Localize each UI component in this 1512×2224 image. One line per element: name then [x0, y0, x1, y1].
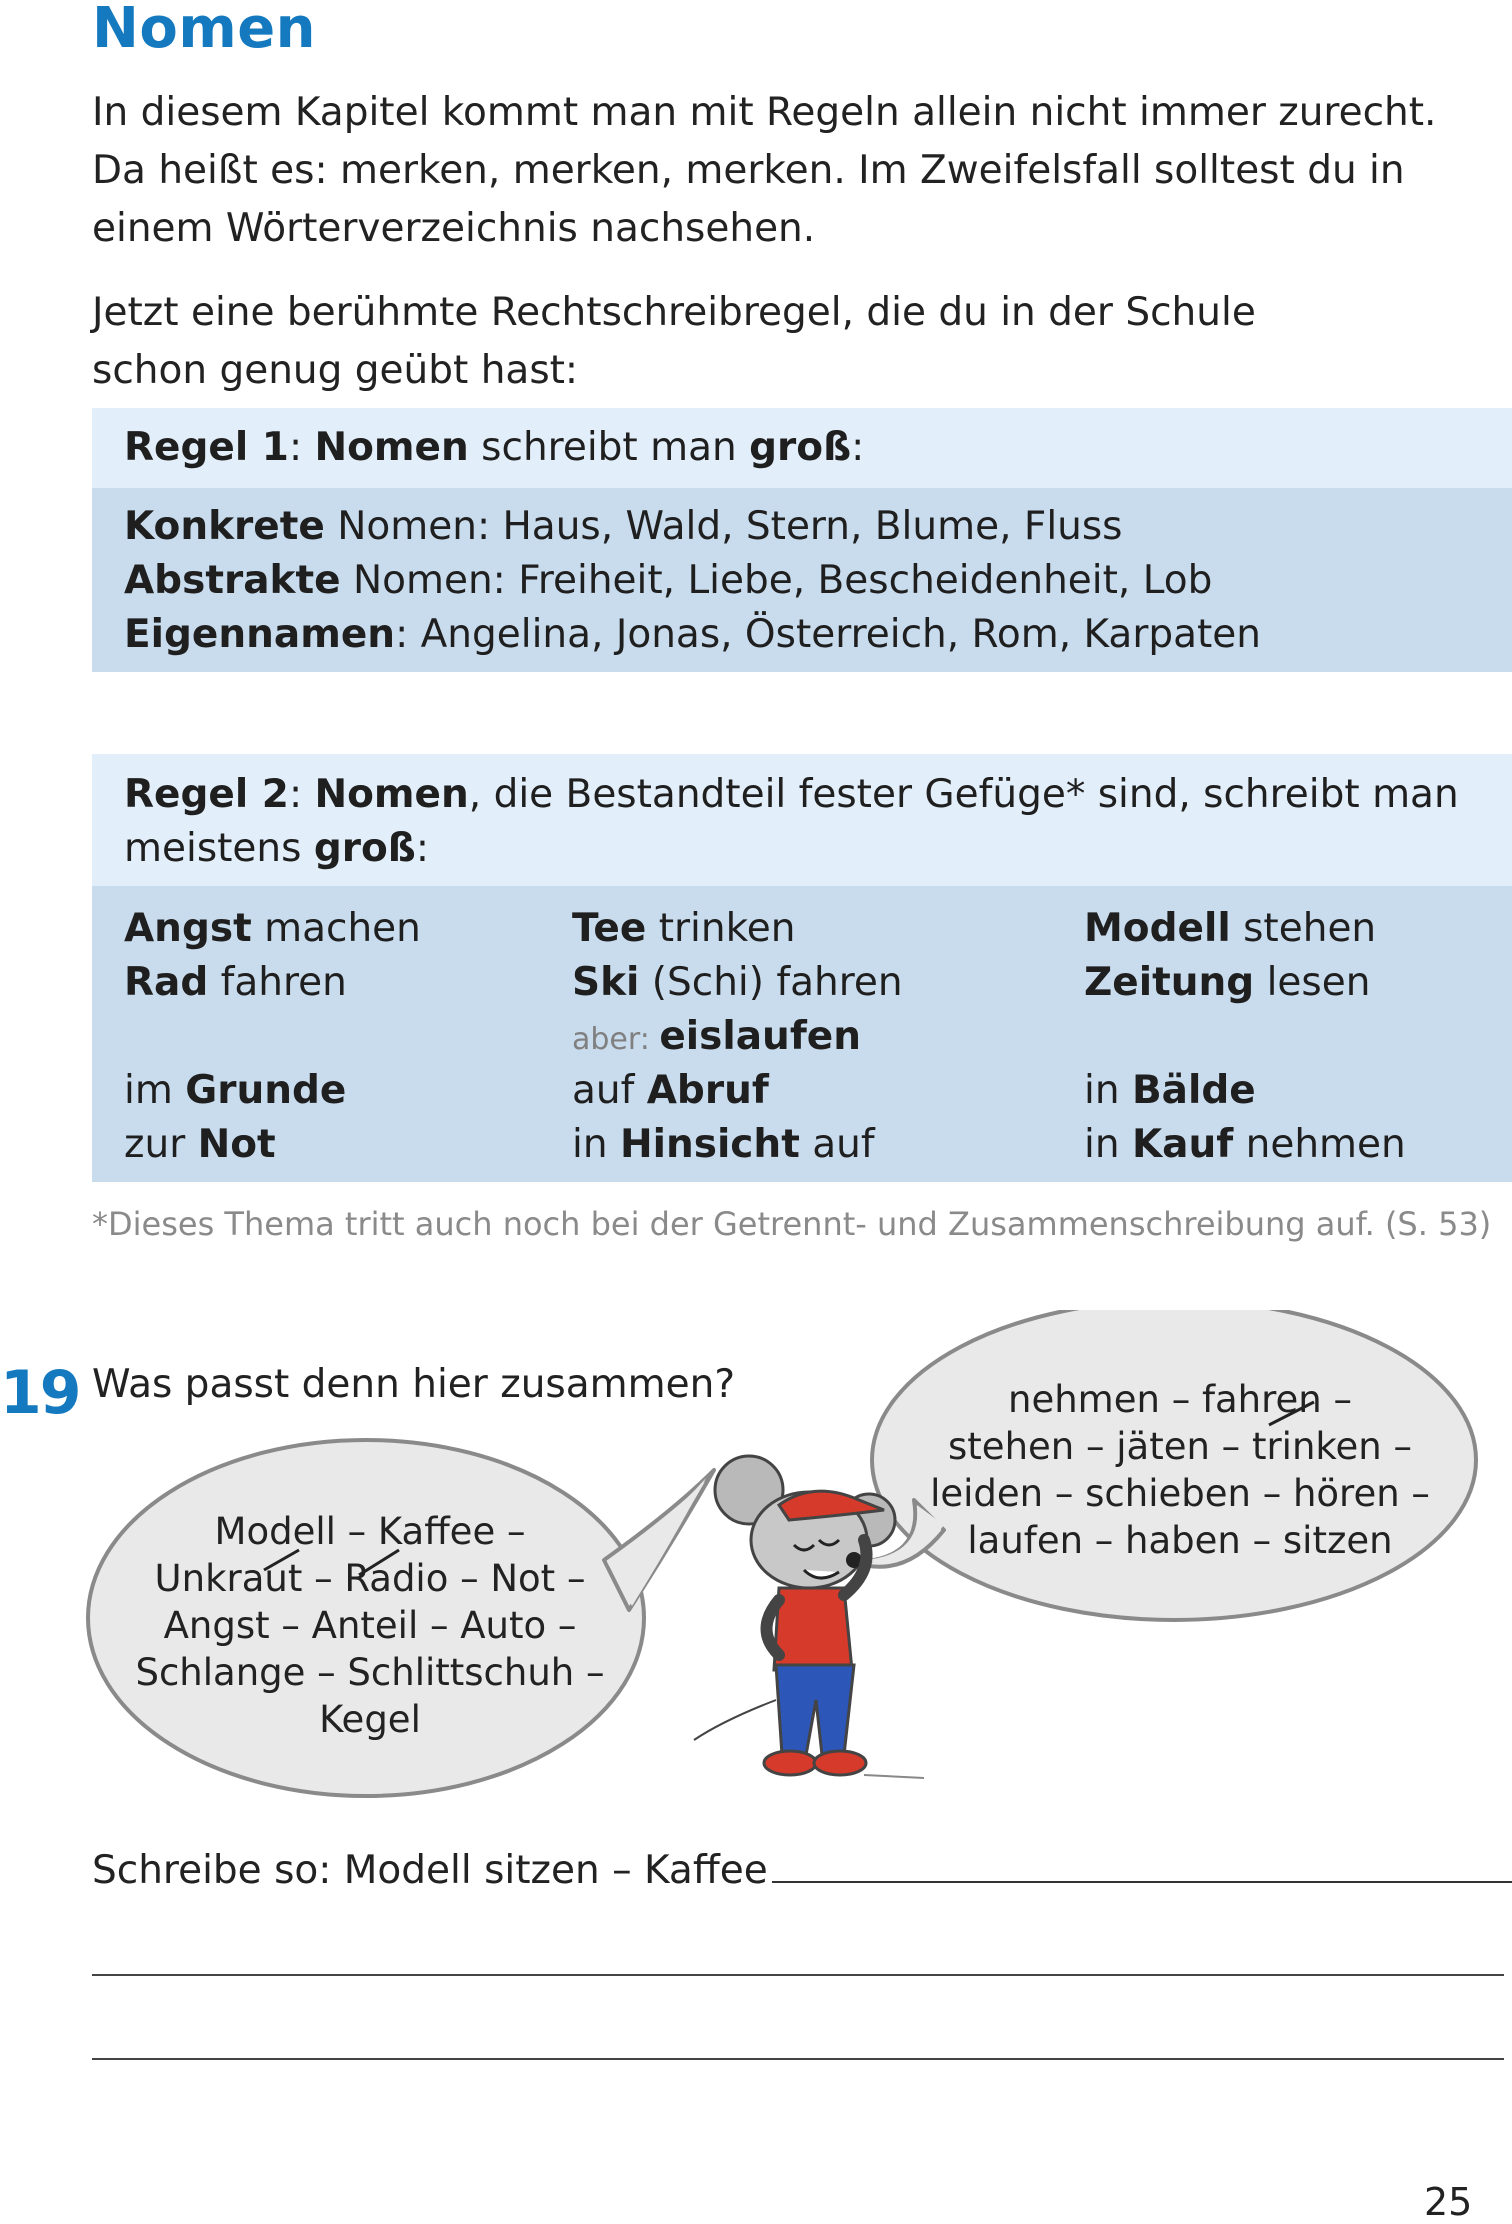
bubble-line: leiden – schieben – hören –	[930, 1472, 1430, 1515]
rule1-noun: Nomen	[314, 425, 469, 470]
bubble-line: Schlange – Schlittschuh –	[135, 1651, 605, 1694]
phrase-noun: Abruf	[646, 1068, 769, 1113]
rule2-column-1	[124, 902, 421, 1172]
phrase-noun: Rad	[124, 960, 209, 1005]
phrase-row	[124, 902, 421, 956]
rule2-sep: :	[288, 772, 315, 817]
phrase-noun: Angst	[124, 906, 252, 951]
answer-line[interactable]	[92, 2058, 1504, 2060]
rule1-sep: :	[288, 425, 315, 470]
phrase-row	[572, 902, 903, 956]
rule1-text: Nomen: Freiheit, Liebe, Bescheidenheit, Lob	[340, 558, 1213, 603]
rule2-column-3	[1084, 902, 1406, 1172]
rule2-label: Regel 2	[124, 772, 289, 817]
mouse-character	[694, 1456, 924, 1778]
page-number: 25	[1424, 2180, 1473, 2224]
phrase-row	[572, 1010, 903, 1064]
bubble-line: Modell – Kaffee –	[214, 1510, 526, 1553]
phrase-row	[572, 1118, 903, 1172]
phrase-noun: eislaufen	[659, 1014, 862, 1059]
right-bubble-text	[900, 1376, 1460, 1564]
answer-line[interactable]	[92, 1974, 1504, 1976]
phrase-rest: (Schi) fahren	[639, 960, 903, 1005]
bubble-line: stehen – jäten – trinken –	[948, 1425, 1412, 1468]
phrase-row	[1084, 902, 1406, 956]
page-title: Nomen	[92, 0, 317, 61]
rule1-row-eigennamen	[124, 608, 1480, 662]
rule2-mid: , die Bestandteil fester Gefüge* sind, schreibt man	[468, 772, 1459, 817]
rule1-row-konkret	[124, 500, 1480, 554]
bubble-line: Kegel	[319, 1698, 421, 1741]
exercise-question: Was passt denn hier zusammen?	[92, 1362, 736, 1407]
phrase-rest: nehmen	[1233, 1122, 1406, 1167]
phrase-prefix: in	[1084, 1122, 1132, 1167]
rule2-line2-text: meistens	[124, 826, 314, 871]
phrase-noun: Tee	[572, 906, 647, 951]
rule2-noun: Nomen	[314, 772, 469, 817]
phrase-noun: Grunde	[185, 1068, 347, 1113]
rule2-gross: groß	[313, 826, 416, 871]
exercise-number: 19	[0, 1358, 80, 1428]
bubble-line: Angst – Anteil – Auto –	[163, 1604, 577, 1647]
rule2-heading	[92, 754, 1512, 886]
bubble-line: Unkraut – Radio – Not –	[154, 1557, 586, 1600]
phrase-rest: stehen	[1230, 906, 1377, 951]
phrase-prefix: in	[572, 1122, 620, 1167]
phrase-noun: Bälde	[1131, 1068, 1256, 1113]
phrase-row	[1084, 1010, 1406, 1064]
phrase-prefix: auf	[572, 1068, 647, 1113]
phrase-row	[124, 1064, 421, 1118]
rule1-term: Abstrakte	[124, 558, 341, 603]
write-prompt-line	[92, 1848, 1512, 1893]
rule1-row-abstrakt	[124, 554, 1480, 608]
phrase-rest: lesen	[1254, 960, 1371, 1005]
footnote: *Dieses Thema tritt auch noch bei der Getrennt- und Zusammenschreibung auf. (S. 53)	[92, 1205, 1492, 1243]
left-bubble-text	[100, 1508, 640, 1743]
phrase-noun: Not	[197, 1122, 276, 1167]
rule2-examples	[92, 886, 1512, 1182]
phrase-prefix: im	[124, 1068, 186, 1113]
bubble-line: laufen – haben – sitzen	[967, 1519, 1393, 1562]
write-prompt: Schreibe so: Modell sitzen – Kaffee	[92, 1848, 768, 1893]
rule2-line1	[124, 768, 1480, 822]
rule1-term: Konkrete	[124, 504, 325, 549]
bubble-line: nehmen – fahren –	[1008, 1378, 1352, 1421]
rule1-mid: schreibt man	[468, 425, 750, 470]
phrase-row	[124, 956, 421, 1010]
intro-paragraph-2: Jetzt eine berühmte Rechtschreibregel, die du in der Schule schon genug geübt hast:	[92, 290, 1256, 393]
intro-paragraph: In diesem Kapitel kommt man mit Regeln allein nicht immer zurecht. Da heißt es: merken, merken, merken. Im Zweifelsfall solltest du in einem Wörterverzeichnis nachsehen.	[92, 90, 1437, 251]
phrase-row	[572, 956, 903, 1010]
phrase-row	[1084, 1064, 1406, 1118]
phrase-row	[124, 1118, 421, 1172]
phrase-muted: aber:	[572, 1022, 660, 1057]
phrase-noun: Zeitung	[1084, 960, 1255, 1005]
phrase-rest: fahren	[208, 960, 347, 1005]
phrase-rest: auf	[799, 1122, 875, 1167]
phrase-noun: Ski	[572, 960, 640, 1005]
rule1-heading	[92, 408, 1512, 488]
rule1-examples	[92, 488, 1512, 672]
rule2-end: :	[415, 826, 429, 871]
rule2-column-2	[572, 902, 903, 1172]
phrase-noun: Kauf	[1131, 1122, 1234, 1167]
rule2-line2	[124, 822, 1480, 876]
rule1-gross: groß	[749, 425, 852, 470]
phrase-rest: machen	[251, 906, 421, 951]
phrase-row	[124, 1010, 421, 1064]
rule1-label: Regel 1	[124, 425, 289, 470]
phrase-noun: Hinsicht	[619, 1122, 800, 1167]
phrase-row	[1084, 1118, 1406, 1172]
phrase-row	[572, 1064, 903, 1118]
answer-line[interactable]	[772, 1880, 1512, 1883]
rule1-term: Eigennamen	[124, 612, 396, 657]
phrase-noun: Modell	[1084, 906, 1231, 951]
phrase-row	[1084, 956, 1406, 1010]
phrase-rest: trinken	[646, 906, 796, 951]
phrase-prefix: in	[1084, 1068, 1132, 1113]
phrase-prefix: zur	[124, 1122, 198, 1167]
rule1-text: : Angelina, Jonas, Österreich, Rom, Karpaten	[395, 612, 1262, 657]
rule1-text: Nomen: Haus, Wald, Stern, Blume, Fluss	[324, 504, 1123, 549]
rule1-end: :	[851, 425, 865, 470]
